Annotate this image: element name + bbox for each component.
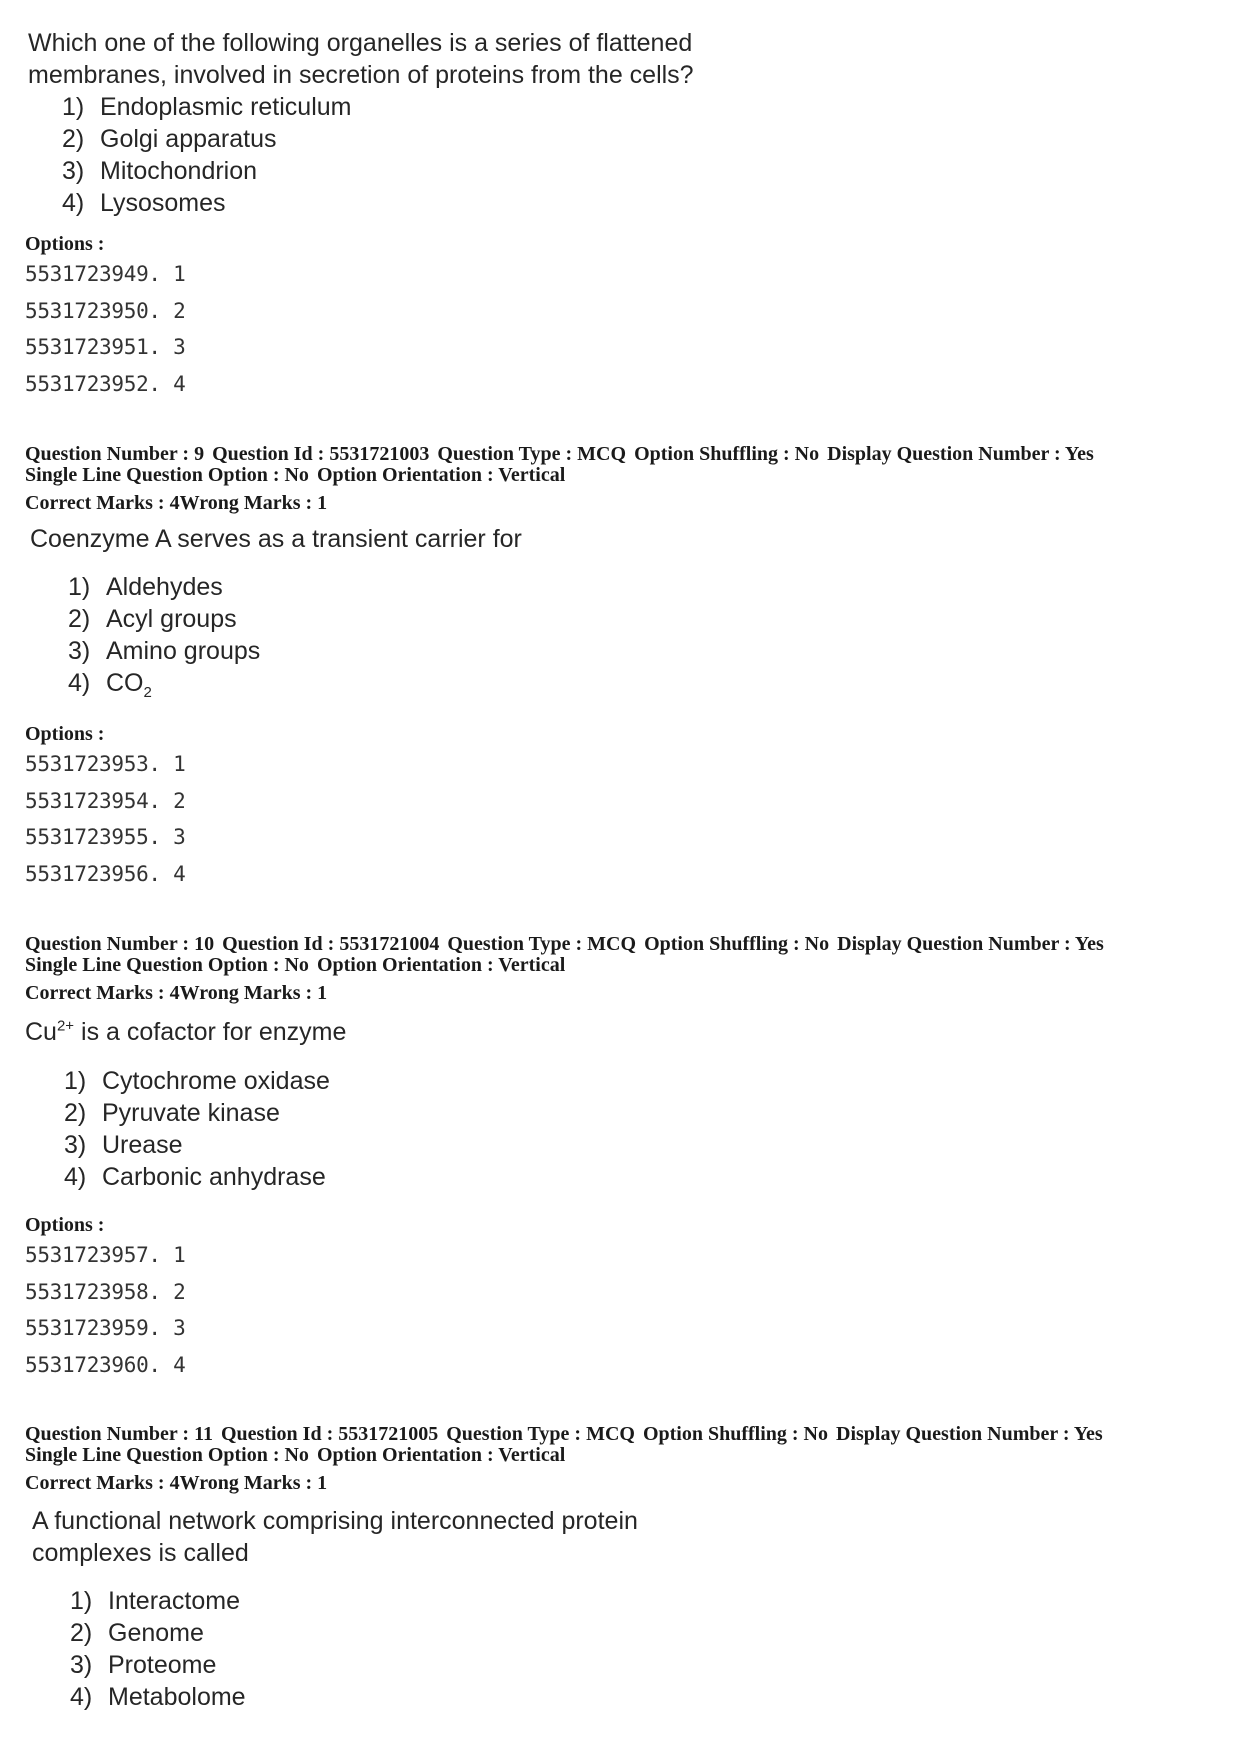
choice-3: 3) Amino groups [68,637,261,665]
choice-4: 4) $CO_2$ [68,669,152,701]
choice-3: 3) Urease [64,1131,183,1159]
option-id: 5531723954. 2 [25,788,186,813]
stem-line: membranes, involved in secretion of proteins from the cells? [28,61,694,89]
choice-3: 3) Proteome [70,1651,217,1679]
choice-1: 1) Aldehydes [68,573,223,601]
question-11-choices [70,1585,246,1713]
question-9-option-ids [25,746,185,892]
option-id: 5531723955. 3 [25,825,186,849]
question-9-stem [30,523,522,555]
choice-2: 2) Golgi apparatus [62,125,277,153]
option-id: 5531723959. 3 [25,1316,186,1340]
option-id: 5531723958. 2 [25,1279,186,1304]
question-8-stem [28,27,694,91]
question-10-stem [25,1016,346,1048]
question-10-choices [64,1065,330,1193]
question-11-meta: Question Number : 11 Question Id : 5531721005 Question Type : MCQ Option Shuffling : No Display Question Number : Yes Single Line Question Option : No Option Orientation : Vertical [25,1423,1103,1466]
options-label: Options : [25,723,105,745]
choice-1: 1) Endoplasmic reticulum [62,93,352,121]
question-11-marks: Correct Marks : 4Wrong Marks : 1 [25,1472,328,1494]
stem-line: Which one of the following organelles is a series of flattened [28,29,693,57]
stem-line: Coenzyme A serves as a transient carrier for [30,525,522,553]
question-9-marks: Correct Marks : 4Wrong Marks : 1 [25,492,328,514]
option-id: 5531723953. 1 [25,752,186,776]
choice-4: 4) Carbonic anhydrase [64,1163,326,1191]
options-label: Options : [25,1214,105,1236]
question-10-meta: Question Number : 10 Question Id : 5531721004 Question Type : MCQ Option Shuffling : No Display Question Number : Yes Single Line Question Option : No Option Orientation : Vertical [25,933,1104,976]
choice-2: 2) Pyruvate kinase [64,1099,280,1127]
choice-4: 4) Metabolome [70,1683,246,1711]
question-10-option-ids [25,1237,185,1383]
option-id: 5531723952. 4 [25,371,186,396]
question-8-option-ids [25,256,185,402]
question-10-marks: Correct Marks : 4Wrong Marks : 1 [25,982,328,1004]
choice-4: 4) Lysosomes [62,189,226,217]
option-id: 5531723949. 1 [25,262,186,286]
choice-3: 3) Mitochondrion [62,157,258,185]
option-id: 5531723956. 4 [25,861,186,886]
choice-2: 2) Acyl groups [68,605,237,633]
question-11-stem [32,1505,638,1569]
option-id: 5531723957. 1 [25,1243,186,1267]
question-9-choices [68,571,260,699]
question-8-choices [62,91,352,219]
stem-line: $Cu^{2+}$ is a cofactor for enzyme [25,1017,347,1046]
option-id: 5531723960. 4 [25,1352,186,1377]
option-id: 5531723950. 2 [25,298,186,323]
options-label: Options : [25,233,105,255]
choice-2: 2) Genome [70,1619,204,1647]
question-9-meta: Question Number : 9 Question Id : 5531721003 Question Type : MCQ Option Shuffling : No Display Question Number : Yes Single Line Question Option : No Option Orientation : Vertical [25,443,1094,486]
option-id: 5531723951. 3 [25,335,186,359]
stem-line: complexes is called [32,1539,249,1567]
choice-1: 1) Interactome [70,1587,241,1615]
choice-1: 1) Cytochrome oxidase [64,1067,330,1095]
stem-line: A functional network comprising interconnected protein [32,1507,638,1535]
